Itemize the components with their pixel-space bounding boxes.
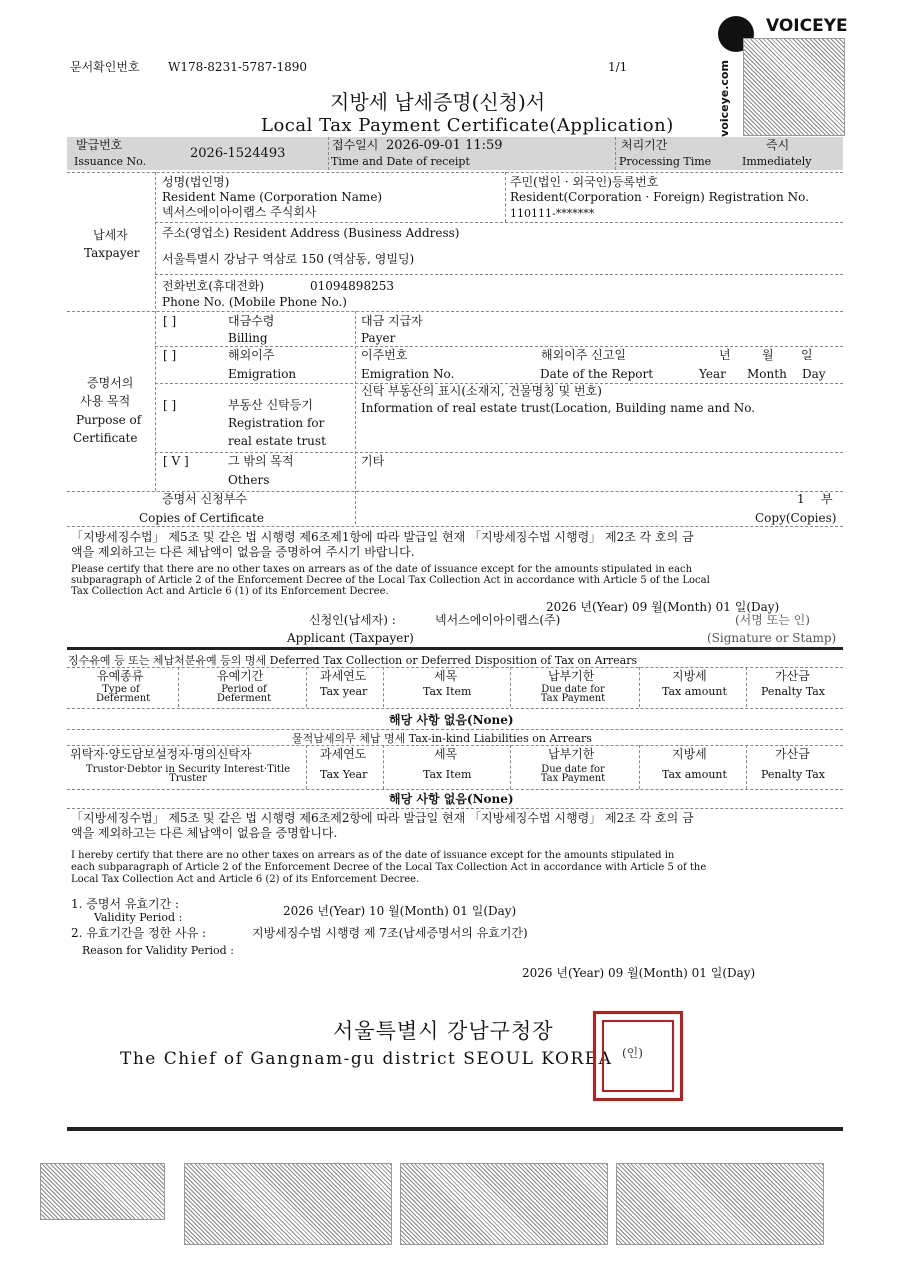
others-checkbox[interactable]: [ V ] xyxy=(163,454,189,468)
phone-label-en: Phone No. (Mobile Phone No.) xyxy=(162,295,347,309)
request-text-ko2: 액을 제외하고는 다른 체납액이 없음을 증명하여 주시기 바랍니다. xyxy=(71,545,415,559)
emigration-no-label-en: Emigration No. xyxy=(361,367,455,381)
taxpayer-name: 넥서스에이아이랩스 주식회사 xyxy=(162,205,317,219)
request-text-en3: Tax Collection Act and Article 6 (1) of its Enforcement Decree. xyxy=(71,586,389,597)
request-date: 2026 년(Year) 09 월(Month) 01 일(Day) xyxy=(546,600,780,614)
request-text-ko1: 「지방세징수법」 제5조 및 같은 법 시행령 제6조제1항에 따라 발급일 현재 「지방세징수법 시행령」 제2조 각 호의 금 xyxy=(71,530,694,544)
cert-text-ko2: 액을 제외하고는 다른 체납액이 없음을 증명합니다. xyxy=(71,826,338,840)
title-ko: 지방세 납세증명(신청)서 xyxy=(330,90,546,114)
payer-label-ko: 대금 지급자 xyxy=(361,314,423,328)
inkind-col-duedate-ko: 납부기한 xyxy=(548,747,595,761)
name-label-ko: 성명(법인명) xyxy=(162,175,230,189)
cert-text-ko1: 「지방세징수법」 제5조 및 같은 법 시행령 제6조제2항에 따라 발급일 현재 「지방세징수법 시행령」 제2조 각 호의 금 xyxy=(71,811,694,825)
address-label: 주소(영업소) Resident Address (Business Address) xyxy=(162,226,460,240)
deferred-col-period-ko: 유예기간 xyxy=(217,669,264,683)
inkind-col-penalty-en: Penalty Tax xyxy=(761,768,825,781)
validity-period: 2026 년(Year) 10 월(Month) 01 일(Day) xyxy=(283,904,517,918)
voiceye-text: VOICEYE xyxy=(766,16,848,36)
cert-text-en2: each subparagraph of Article 2 of the Enforcement Decree of the Local Tax Collection Act in accordance with Article 5 of the xyxy=(71,862,707,873)
applicant-name: 넥서스에이아이랩스(주) xyxy=(435,613,561,627)
receipt-label-ko: 접수일시 xyxy=(332,138,379,152)
real-estate-label-en1: Registration for xyxy=(228,416,325,430)
deferred-col-item-ko: 세목 xyxy=(434,669,458,683)
purpose-label-ko1: 증명서의 xyxy=(87,376,134,390)
data-code-icon-1 xyxy=(184,1163,392,1245)
inkind-title: 물적납세의무 체납 명세 Tax-in-kind Liabilities on Arrears xyxy=(292,732,592,745)
taxpayer-label-en: Taxpayer xyxy=(84,246,140,260)
receipt-datetime: 2026-09-01 11:59 xyxy=(386,138,503,153)
request-text-en2: subparagraph of Article 2 of the Enforcement Decree of the Local Tax Collection Act in accordance with Article 5 of the Local xyxy=(71,575,710,586)
deferred-col-penalty-en: Penalty Tax xyxy=(761,685,825,698)
others-value: 기타 xyxy=(361,454,385,468)
reason-label-en: Reason for Validity Period : xyxy=(82,944,234,957)
phone-number: 01094898253 xyxy=(310,279,394,293)
title-en: Local Tax Payment Certificate(Application) xyxy=(261,115,674,136)
others-label-en: Others xyxy=(228,473,270,487)
cert-text-en1: I hereby certify that there are no other taxes on arrears as of the date of issuance except for the amounts stipulated in xyxy=(71,850,675,861)
voiceye-code-icon xyxy=(743,38,845,136)
deferred-col-duedate-en: Due date for Tax Payment xyxy=(540,684,606,704)
payer-label-en: Payer xyxy=(361,331,396,345)
purpose-label-ko2: 사용 목적 xyxy=(80,394,131,408)
inkind-col-trustor-ko: 위탁자·양도담보설정자·명의신탁자 xyxy=(70,747,252,761)
processing-value-ko: 즉시 xyxy=(766,138,790,152)
name-label-en: Resident Name (Corporation Name) xyxy=(162,190,383,204)
phone-label-ko: 전화번호(휴대전화) xyxy=(162,279,265,293)
purpose-label-en2: Certificate xyxy=(73,431,138,445)
signature-label-ko: (서명 또는 인) xyxy=(735,613,810,627)
voiceye-url: voiceye.com xyxy=(717,60,731,137)
data-code-icon-3 xyxy=(616,1163,824,1245)
deferred-col-penalty-ko: 가산금 xyxy=(775,669,810,683)
inkind-col-trustor-en: Trustor·Debtor in Security Interest·Title Truster xyxy=(85,764,291,784)
issuance-label-en: Issuance No. xyxy=(74,155,147,168)
report-date-label-ko: 해외이주 신고일 xyxy=(541,348,626,362)
report-date-label-en: Date of the Report xyxy=(540,367,654,381)
day-label-ko: 일 xyxy=(801,348,813,362)
deferred-col-type-ko: 유예종류 xyxy=(97,669,144,683)
inkind-col-taxyear-ko: 과세연도 xyxy=(320,747,367,761)
reg-number: 110111-******* xyxy=(510,207,595,220)
deferred-col-type-en: Type of Deferment xyxy=(96,684,151,704)
emigration-label-en: Emigration xyxy=(228,367,297,381)
real-estate-label-en2: real estate trust xyxy=(228,434,326,448)
real-estate-checkbox[interactable]: [ ] xyxy=(163,398,177,412)
issuance-number: 2026-1524493 xyxy=(190,146,286,161)
billing-checkbox[interactable]: [ ] xyxy=(163,314,177,328)
emigration-label-ko: 해외이주 xyxy=(228,348,275,362)
deferred-col-period-en: Period of Deferment xyxy=(216,684,272,704)
inkind-col-item-ko: 세목 xyxy=(434,747,458,761)
trust-info-label-ko: 신탁 부동산의 표시(소재지, 건물명칭 및 번호) xyxy=(361,384,602,398)
reason-label-ko: 2. 유효기간을 정한 사유 : xyxy=(71,926,207,940)
validity-label-ko: 1. 증명서 유효기간 : xyxy=(71,897,180,911)
trust-info-label-en: Information of real estate trust(Location, Building name and No. xyxy=(361,401,756,415)
month-label-en: Month xyxy=(747,367,787,381)
year-label-ko: 년 xyxy=(719,348,731,362)
reason-value: 지방세징수법 시행령 제 7조(납세증명서의 유효기간) xyxy=(252,926,528,940)
reg-label-ko: 주민(법인 · 외국인)등록번호 xyxy=(510,175,659,189)
year-label-en: Year xyxy=(699,367,726,381)
applicant-label-ko: 신청인(납세자) : xyxy=(309,613,396,627)
real-estate-label-ko: 부동산 신탁등기 xyxy=(228,398,313,412)
processing-label-en: Processing Time xyxy=(619,155,712,168)
validity-label-en: Validity Period : xyxy=(94,911,183,924)
issue-date: 2026 년(Year) 09 월(Month) 01 일(Day) xyxy=(522,966,756,980)
deferred-col-amount-ko: 지방세 xyxy=(672,669,707,683)
address-value: 서울특별시 강남구 역삼로 150 (역삼동, 영빌딩) xyxy=(162,252,415,266)
issuance-label-ko: 발급번호 xyxy=(76,138,123,152)
authority-name-ko: 서울특별시 강남구청장 xyxy=(333,1019,554,1043)
copies-unit-ko: 부 xyxy=(821,492,833,506)
authority-name-en: The Chief of Gangnam-gu district SEOUL KOREA xyxy=(120,1049,613,1069)
inkind-col-taxyear-en: Tax Year xyxy=(320,768,368,781)
applicant-label-en: Applicant (Taxpayer) xyxy=(287,631,414,645)
doc-check-label: 문서확인번호 xyxy=(70,60,140,74)
receipt-label-en: Time and Date of receipt xyxy=(331,155,470,168)
data-code-icon-2 xyxy=(400,1163,608,1245)
others-label-ko: 그 밖의 목적 xyxy=(228,454,294,468)
purpose-label-en1: Purpose of xyxy=(76,413,142,427)
deferred-col-amount-en: Tax amount xyxy=(662,685,727,698)
inkind-col-item-en: Tax Item xyxy=(423,768,472,781)
inkind-col-duedate-en: Due date for Tax Payment xyxy=(540,764,606,784)
emigration-no-label-ko: 이주번호 xyxy=(361,348,408,362)
billing-label-en: Billing xyxy=(228,331,268,345)
deferred-col-taxyear-ko: 과세연도 xyxy=(320,669,367,683)
inkind-none: 해당 사항 없음(None) xyxy=(389,792,514,806)
cert-text-en3: Local Tax Collection Act and Article 6 (2) of its Enforcement Decree. xyxy=(71,874,420,885)
seal-mark: (인) xyxy=(622,1046,643,1060)
processing-label-ko: 처리기간 xyxy=(621,138,668,152)
deferred-col-item-en: Tax Item xyxy=(423,685,472,698)
deferred-col-taxyear-en: Tax year xyxy=(320,685,368,698)
deferred-col-duedate-ko: 납부기한 xyxy=(548,669,595,683)
copies-count: 1 xyxy=(797,492,805,506)
page-number: 1/1 xyxy=(608,60,628,74)
emigration-checkbox[interactable]: [ ] xyxy=(163,348,177,362)
deferred-title: 징수유예 등 또는 체납처분유예 등의 명세 Deferred Tax Collection or Deferred Disposition of Tax on Arrears xyxy=(68,654,638,667)
month-label-ko: 월 xyxy=(762,348,774,362)
doc-check-number: W178-8231-5787-1890 xyxy=(168,60,308,74)
inkind-col-amount-en: Tax amount xyxy=(662,768,727,781)
deferred-none: 해당 사항 없음(None) xyxy=(389,713,514,727)
copies-label-ko: 증명서 신청부수 xyxy=(162,492,247,506)
processing-value-en: Immediately xyxy=(742,155,812,168)
copies-label-en: Copies of Certificate xyxy=(139,511,264,525)
barcode-icon xyxy=(40,1163,165,1220)
inkind-col-penalty-ko: 가산금 xyxy=(775,747,810,761)
reg-label-en: Resident(Corporation · Foreign) Registration No. xyxy=(510,190,809,204)
signature-label-en: (Signature or Stamp) xyxy=(707,631,837,645)
day-label-en: Day xyxy=(802,367,826,381)
inkind-col-amount-ko: 지방세 xyxy=(672,747,707,761)
copies-unit-en: Copy(Copies) xyxy=(755,511,837,525)
request-text-en1: Please certify that there are no other taxes on arrears as of the date of issuance except for the amounts stipulated in each xyxy=(71,564,693,575)
taxpayer-label-ko: 납세자 xyxy=(93,228,128,242)
billing-label-ko: 대금수령 xyxy=(228,314,275,328)
